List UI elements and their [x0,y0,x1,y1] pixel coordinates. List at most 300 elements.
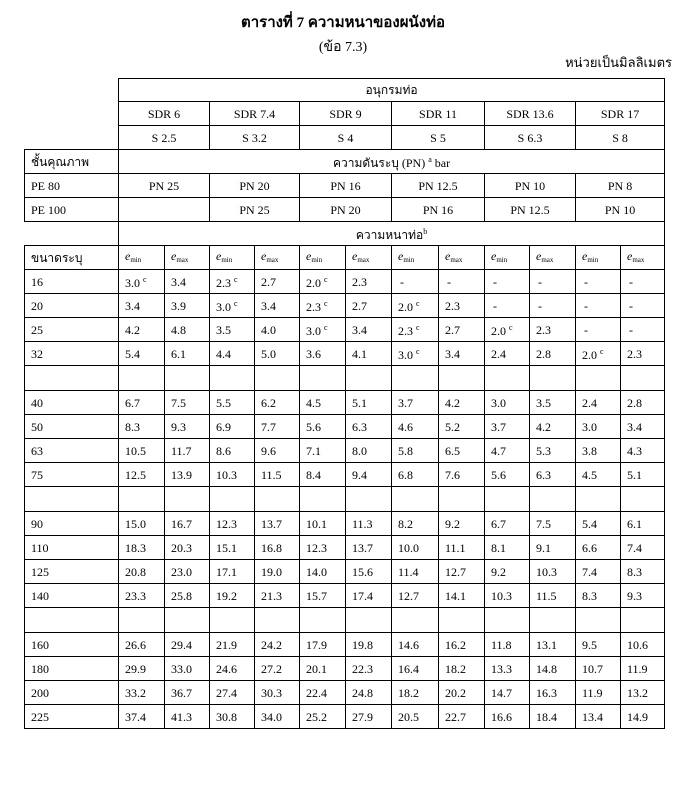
spacer-cell [300,366,346,391]
thickness-value: - [530,270,576,294]
spacer-cell [119,487,165,512]
corner-blank [25,102,119,126]
spacer-cell [485,366,530,391]
thickness-value: 15.7 [300,584,346,608]
thickness-value: 14.7 [485,681,530,705]
thickness-value: 3.5 [530,391,576,415]
nominal-size: 125 [25,560,119,584]
nominal-size: 200 [25,681,119,705]
thickness-value: 27.9 [346,705,392,729]
thickness-value: 15.6 [346,560,392,584]
thickness-value: 30.8 [210,705,255,729]
thickness-value: 18.3 [119,536,165,560]
thickness-value: 24.2 [255,633,300,657]
pn-value: PN 25 [210,198,300,222]
thickness-value: 4.8 [165,318,210,342]
thickness-value: 15.0 [119,512,165,536]
thickness-value: 10.6 [621,633,665,657]
spacer-cell [576,608,621,633]
thickness-value: 33.0 [165,657,210,681]
spacer-cell [25,366,119,391]
thickness-value: 4.0 [255,318,300,342]
thickness-value: 6.1 [621,512,665,536]
thickness-value: 30.3 [255,681,300,705]
e-max-header: $e_{max}$ [439,246,485,270]
spacer-cell [165,487,210,512]
pn-value: PN 16 [392,198,485,222]
thickness-value: 21.9 [210,633,255,657]
unit-label: หน่วยเป็นมิลลิเมตร [565,55,672,70]
thickness-value: 3.4 [255,294,300,318]
thickness-value: 10.1 [300,512,346,536]
thickness-value: 8.2 [392,512,439,536]
thickness-value: - [530,294,576,318]
thickness-value: 3.0 [485,391,530,415]
table-row [25,705,665,729]
spacer-row [25,366,665,391]
thickness-value: 3.5 [210,318,255,342]
thickness-value: 10.3 [485,584,530,608]
thickness-value: 2.3 [621,342,665,366]
spacer-cell [392,366,439,391]
pn-value: PN 20 [210,174,300,198]
thickness-value: 33.2 [119,681,165,705]
nominal-size: 75 [25,463,119,487]
table-row [25,391,665,415]
spacer-cell [255,366,300,391]
thickness-value: 2.3 [530,318,576,342]
thickness-value: 2.3 $^c$ [392,318,439,342]
thickness-value: 16.3 [530,681,576,705]
sdr-header: SDR 13.6 [485,102,576,126]
table-row [25,318,665,342]
thickness-value: 2.8 [621,391,665,415]
spacer-cell [210,608,255,633]
thickness-value: 7.5 [530,512,576,536]
nominal-size: 225 [25,705,119,729]
thickness-value: 16.4 [392,657,439,681]
thickness-value: 3.4 [346,318,392,342]
spacer-cell [392,487,439,512]
nominal-size: 25 [25,318,119,342]
thickness-value: 22.7 [439,705,485,729]
table-row [25,536,665,560]
thickness-value: 4.2 [530,415,576,439]
spacer-cell [530,608,576,633]
pn-value: PN 10 [485,174,576,198]
thickness-value: 6.6 [576,536,621,560]
thickness-value: 2.7 [255,270,300,294]
thickness-value: - [576,294,621,318]
thickness-value: 15.1 [210,536,255,560]
e-min-header: $e_{min}$ [485,246,530,270]
thickness-value: 2.4 [576,391,621,415]
pn-value: PN 12.5 [485,198,576,222]
table-row [25,584,665,608]
thickness-value: 17.9 [300,633,346,657]
thickness-value: 7.6 [439,463,485,487]
thickness-value: 13.7 [255,512,300,536]
e-max-header: $e_{max}$ [165,246,210,270]
thickness-value: 4.5 [576,463,621,487]
thickness-value: 13.4 [576,705,621,729]
thickness-value: 37.4 [119,705,165,729]
thickness-value: - [485,270,530,294]
thickness-value: 27.4 [210,681,255,705]
thickness-value: 20.8 [119,560,165,584]
thickness-value: 21.3 [255,584,300,608]
thickness-value: 25.2 [300,705,346,729]
thickness-value: 2.3 [439,294,485,318]
thickness-value: 34.0 [255,705,300,729]
thickness-value: 3.4 [165,270,210,294]
e-max-header: $e_{max}$ [530,246,576,270]
table-row [25,512,665,536]
thickness-value: 13.7 [346,536,392,560]
table-row [25,270,665,294]
sdr-header: SDR 9 [300,102,392,126]
table-row [25,463,665,487]
thickness-value: 10.7 [576,657,621,681]
spacer-cell [210,487,255,512]
spacer-cell [25,487,119,512]
thickness-value: 5.4 [576,512,621,536]
thickness-header: ความหนาท่อ$^b$ [119,222,665,246]
table-row [25,342,665,366]
thickness-value: 4.3 [621,439,665,463]
thickness-value: 3.0 $^c$ [392,342,439,366]
thickness-value: 5.5 [210,391,255,415]
thickness-value: 3.0 $^c$ [210,294,255,318]
thickness-value: 14.6 [392,633,439,657]
thickness-value: 20.1 [300,657,346,681]
thickness-value: 10.5 [119,439,165,463]
spacer-cell [165,366,210,391]
e-max-header: $e_{max}$ [255,246,300,270]
thickness-value: 12.5 [119,463,165,487]
pn-value: PN 16 [300,174,392,198]
thickness-value: 2.8 [530,342,576,366]
thickness-value: 27.2 [255,657,300,681]
thickness-value: 2.3 $^c$ [300,294,346,318]
thickness-value: 3.4 [439,342,485,366]
thickness-value: 14.8 [530,657,576,681]
thickness-value: - [621,270,665,294]
thickness-value: 4.7 [485,439,530,463]
thickness-value: 2.4 [485,342,530,366]
thickness-value: 20.3 [165,536,210,560]
thickness-value: 9.2 [485,560,530,584]
table-row [25,657,665,681]
pn-value: PN 25 [119,174,210,198]
clause-reference: (ข้อ 7.3) [318,40,368,55]
thickness-value: 8.6 [210,439,255,463]
thickness-value: 6.9 [210,415,255,439]
spacer-cell [346,487,392,512]
table-row [25,560,665,584]
pn-value: PN 12.5 [392,174,485,198]
thickness-value: 9.3 [165,415,210,439]
thickness-value: 3.6 [300,342,346,366]
wall-thickness-table [24,78,665,729]
thickness-value: 5.1 [621,463,665,487]
thickness-value: 5.6 [300,415,346,439]
spacer-cell [119,608,165,633]
thickness-value: - [439,270,485,294]
thickness-value: 7.4 [621,536,665,560]
thickness-value: - [621,294,665,318]
thickness-value: 4.2 [119,318,165,342]
thickness-value: 3.0 $^c$ [300,318,346,342]
thickness-value: 29.4 [165,633,210,657]
spacer-cell [346,366,392,391]
nominal-size: 140 [25,584,119,608]
thickness-value: 2.0 $^c$ [300,270,346,294]
thickness-value: 14.1 [439,584,485,608]
thickness-value: 2.3 $^c$ [210,270,255,294]
thickness-value: 5.1 [346,391,392,415]
thickness-value: 16.2 [439,633,485,657]
spacer-cell [210,366,255,391]
thickness-value: 3.9 [165,294,210,318]
thickness-value: - [576,270,621,294]
nominal-size: 32 [25,342,119,366]
table-row [25,681,665,705]
thickness-value: 24.8 [346,681,392,705]
thickness-value: 4.6 [392,415,439,439]
thickness-value: 10.0 [392,536,439,560]
thickness-value: 8.1 [485,536,530,560]
thickness-value: 6.5 [439,439,485,463]
thickness-value: 6.3 [530,463,576,487]
thickness-value: 2.7 [346,294,392,318]
thickness-value: 16.7 [165,512,210,536]
thickness-value: 5.2 [439,415,485,439]
thickness-value: 19.2 [210,584,255,608]
thickness-value: 13.1 [530,633,576,657]
thickness-value: - [576,318,621,342]
thickness-value: 4.5 [300,391,346,415]
thickness-value: 8.3 [576,584,621,608]
thickness-value: 6.8 [392,463,439,487]
thickness-value: 3.8 [576,439,621,463]
thickness-value: 22.3 [346,657,392,681]
e-min-header: $e_{min}$ [210,246,255,270]
spacer-cell [530,366,576,391]
thickness-value: 25.8 [165,584,210,608]
thickness-value: 14.9 [621,705,665,729]
thickness-value: 14.0 [300,560,346,584]
thickness-value: 9.5 [576,633,621,657]
spacer-cell [346,608,392,633]
thickness-value: - [621,318,665,342]
pn-value: PN 20 [300,198,392,222]
spacer-cell [621,366,665,391]
s-header: S 4 [300,126,392,150]
thickness-value: 7.1 [300,439,346,463]
spacer-cell [25,608,119,633]
thickness-value: 18.2 [392,681,439,705]
e-min-header: $e_{min}$ [392,246,439,270]
thickness-value: 7.4 [576,560,621,584]
e-max-header: $e_{max}$ [346,246,392,270]
thickness-value: 2.7 [439,318,485,342]
thickness-value: 13.3 [485,657,530,681]
pressure-header: ความดันระบุ (PN) $^a$ bar [119,150,665,174]
spacer-cell [392,608,439,633]
thickness-value: 22.4 [300,681,346,705]
size-label: ขนาดระบุ [25,246,119,270]
spacer-cell [485,608,530,633]
thickness-value: 5.8 [392,439,439,463]
thickness-value: 2.0 $^c$ [392,294,439,318]
spacer-cell [576,366,621,391]
nominal-size: 63 [25,439,119,463]
spacer-cell [255,487,300,512]
thickness-value: 12.7 [439,560,485,584]
sdr-header: SDR 17 [576,102,665,126]
spacer-cell [255,608,300,633]
spacer-cell [165,608,210,633]
thickness-value: 9.2 [439,512,485,536]
spacer-cell [621,487,665,512]
thickness-value: 6.3 [346,415,392,439]
thickness-value: 11.9 [621,657,665,681]
thickness-value: 11.5 [530,584,576,608]
nominal-size: 110 [25,536,119,560]
nominal-size: 20 [25,294,119,318]
s-header: S 8 [576,126,665,150]
thickness-value: 10.3 [530,560,576,584]
thickness-value: 8.0 [346,439,392,463]
thickness-value: 23.0 [165,560,210,584]
nominal-size: 90 [25,512,119,536]
corner-blank [25,222,119,246]
thickness-value: 6.2 [255,391,300,415]
spacer-cell [119,366,165,391]
thickness-value: 9.6 [255,439,300,463]
table-row [25,633,665,657]
thickness-value: 26.6 [119,633,165,657]
nominal-size: 50 [25,415,119,439]
pn-blank [119,198,210,222]
grade-name: PE 100 [25,198,119,222]
pn-value: PN 10 [576,198,665,222]
s-header: S 2.5 [119,126,210,150]
spacer-row [25,608,665,633]
thickness-value: 19.0 [255,560,300,584]
thickness-value: 16.6 [485,705,530,729]
s-header: S 6.3 [485,126,576,150]
table-title: ตารางที่ 7 ความหนาของผนังท่อ [240,15,446,31]
thickness-value: 8.3 [621,560,665,584]
nominal-size: 40 [25,391,119,415]
thickness-value: 16.8 [255,536,300,560]
spacer-cell [300,487,346,512]
thickness-value: 36.7 [165,681,210,705]
thickness-value: 7.5 [165,391,210,415]
s-header: S 5 [392,126,485,150]
thickness-value: 12.3 [300,536,346,560]
thickness-value: 9.4 [346,463,392,487]
thickness-value: 2.0 $^c$ [576,342,621,366]
spacer-row [25,487,665,512]
spacer-cell [300,608,346,633]
thickness-value: 3.4 [621,415,665,439]
thickness-value: - [392,270,439,294]
thickness-value: 12.7 [392,584,439,608]
thickness-value: 3.7 [485,415,530,439]
thickness-value: 10.3 [210,463,255,487]
thickness-value: 2.0 $^c$ [485,318,530,342]
spacer-cell [530,487,576,512]
grade-label: ชั้นคุณภาพ [25,150,119,174]
thickness-value: 3.4 [119,294,165,318]
thickness-value: 20.5 [392,705,439,729]
corner-blank [25,126,119,150]
thickness-value: 11.9 [576,681,621,705]
thickness-value: 11.3 [346,512,392,536]
table-row [25,439,665,463]
thickness-value: 6.1 [165,342,210,366]
thickness-value: 41.3 [165,705,210,729]
spacer-cell [439,608,485,633]
thickness-value: 11.4 [392,560,439,584]
thickness-value: 9.1 [530,536,576,560]
thickness-value: 24.6 [210,657,255,681]
nominal-size: 180 [25,657,119,681]
thickness-value: 4.2 [439,391,485,415]
thickness-value: 11.8 [485,633,530,657]
thickness-value: 2.3 [346,270,392,294]
spacer-cell [621,608,665,633]
e-min-header: $e_{min}$ [576,246,621,270]
grade-name: PE 80 [25,174,119,198]
thickness-value: 3.7 [392,391,439,415]
thickness-value: 12.3 [210,512,255,536]
pn-value: PN 8 [576,174,665,198]
e-min-header: $e_{min}$ [119,246,165,270]
thickness-value: 18.2 [439,657,485,681]
thickness-value: 8.3 [119,415,165,439]
thickness-value: 6.7 [485,512,530,536]
thickness-value: 5.0 [255,342,300,366]
thickness-value: 13.9 [165,463,210,487]
thickness-value: 11.5 [255,463,300,487]
thickness-value: - [485,294,530,318]
thickness-value: 3.0 [576,415,621,439]
thickness-value: 7.7 [255,415,300,439]
thickness-value: 23.3 [119,584,165,608]
spacer-cell [439,366,485,391]
thickness-value: 17.4 [346,584,392,608]
nominal-size: 160 [25,633,119,657]
nominal-size: 16 [25,270,119,294]
thickness-value: 13.2 [621,681,665,705]
thickness-value: 20.2 [439,681,485,705]
thickness-value: 18.4 [530,705,576,729]
thickness-value: 5.3 [530,439,576,463]
thickness-value: 6.7 [119,391,165,415]
thickness-value: 5.6 [485,463,530,487]
series-group-header: อนุกรมท่อ [119,79,665,102]
thickness-value: 4.4 [210,342,255,366]
table-row [25,294,665,318]
sdr-header: SDR 6 [119,102,210,126]
e-min-header: $e_{min}$ [300,246,346,270]
thickness-value: 29.9 [119,657,165,681]
sdr-header: SDR 11 [392,102,485,126]
